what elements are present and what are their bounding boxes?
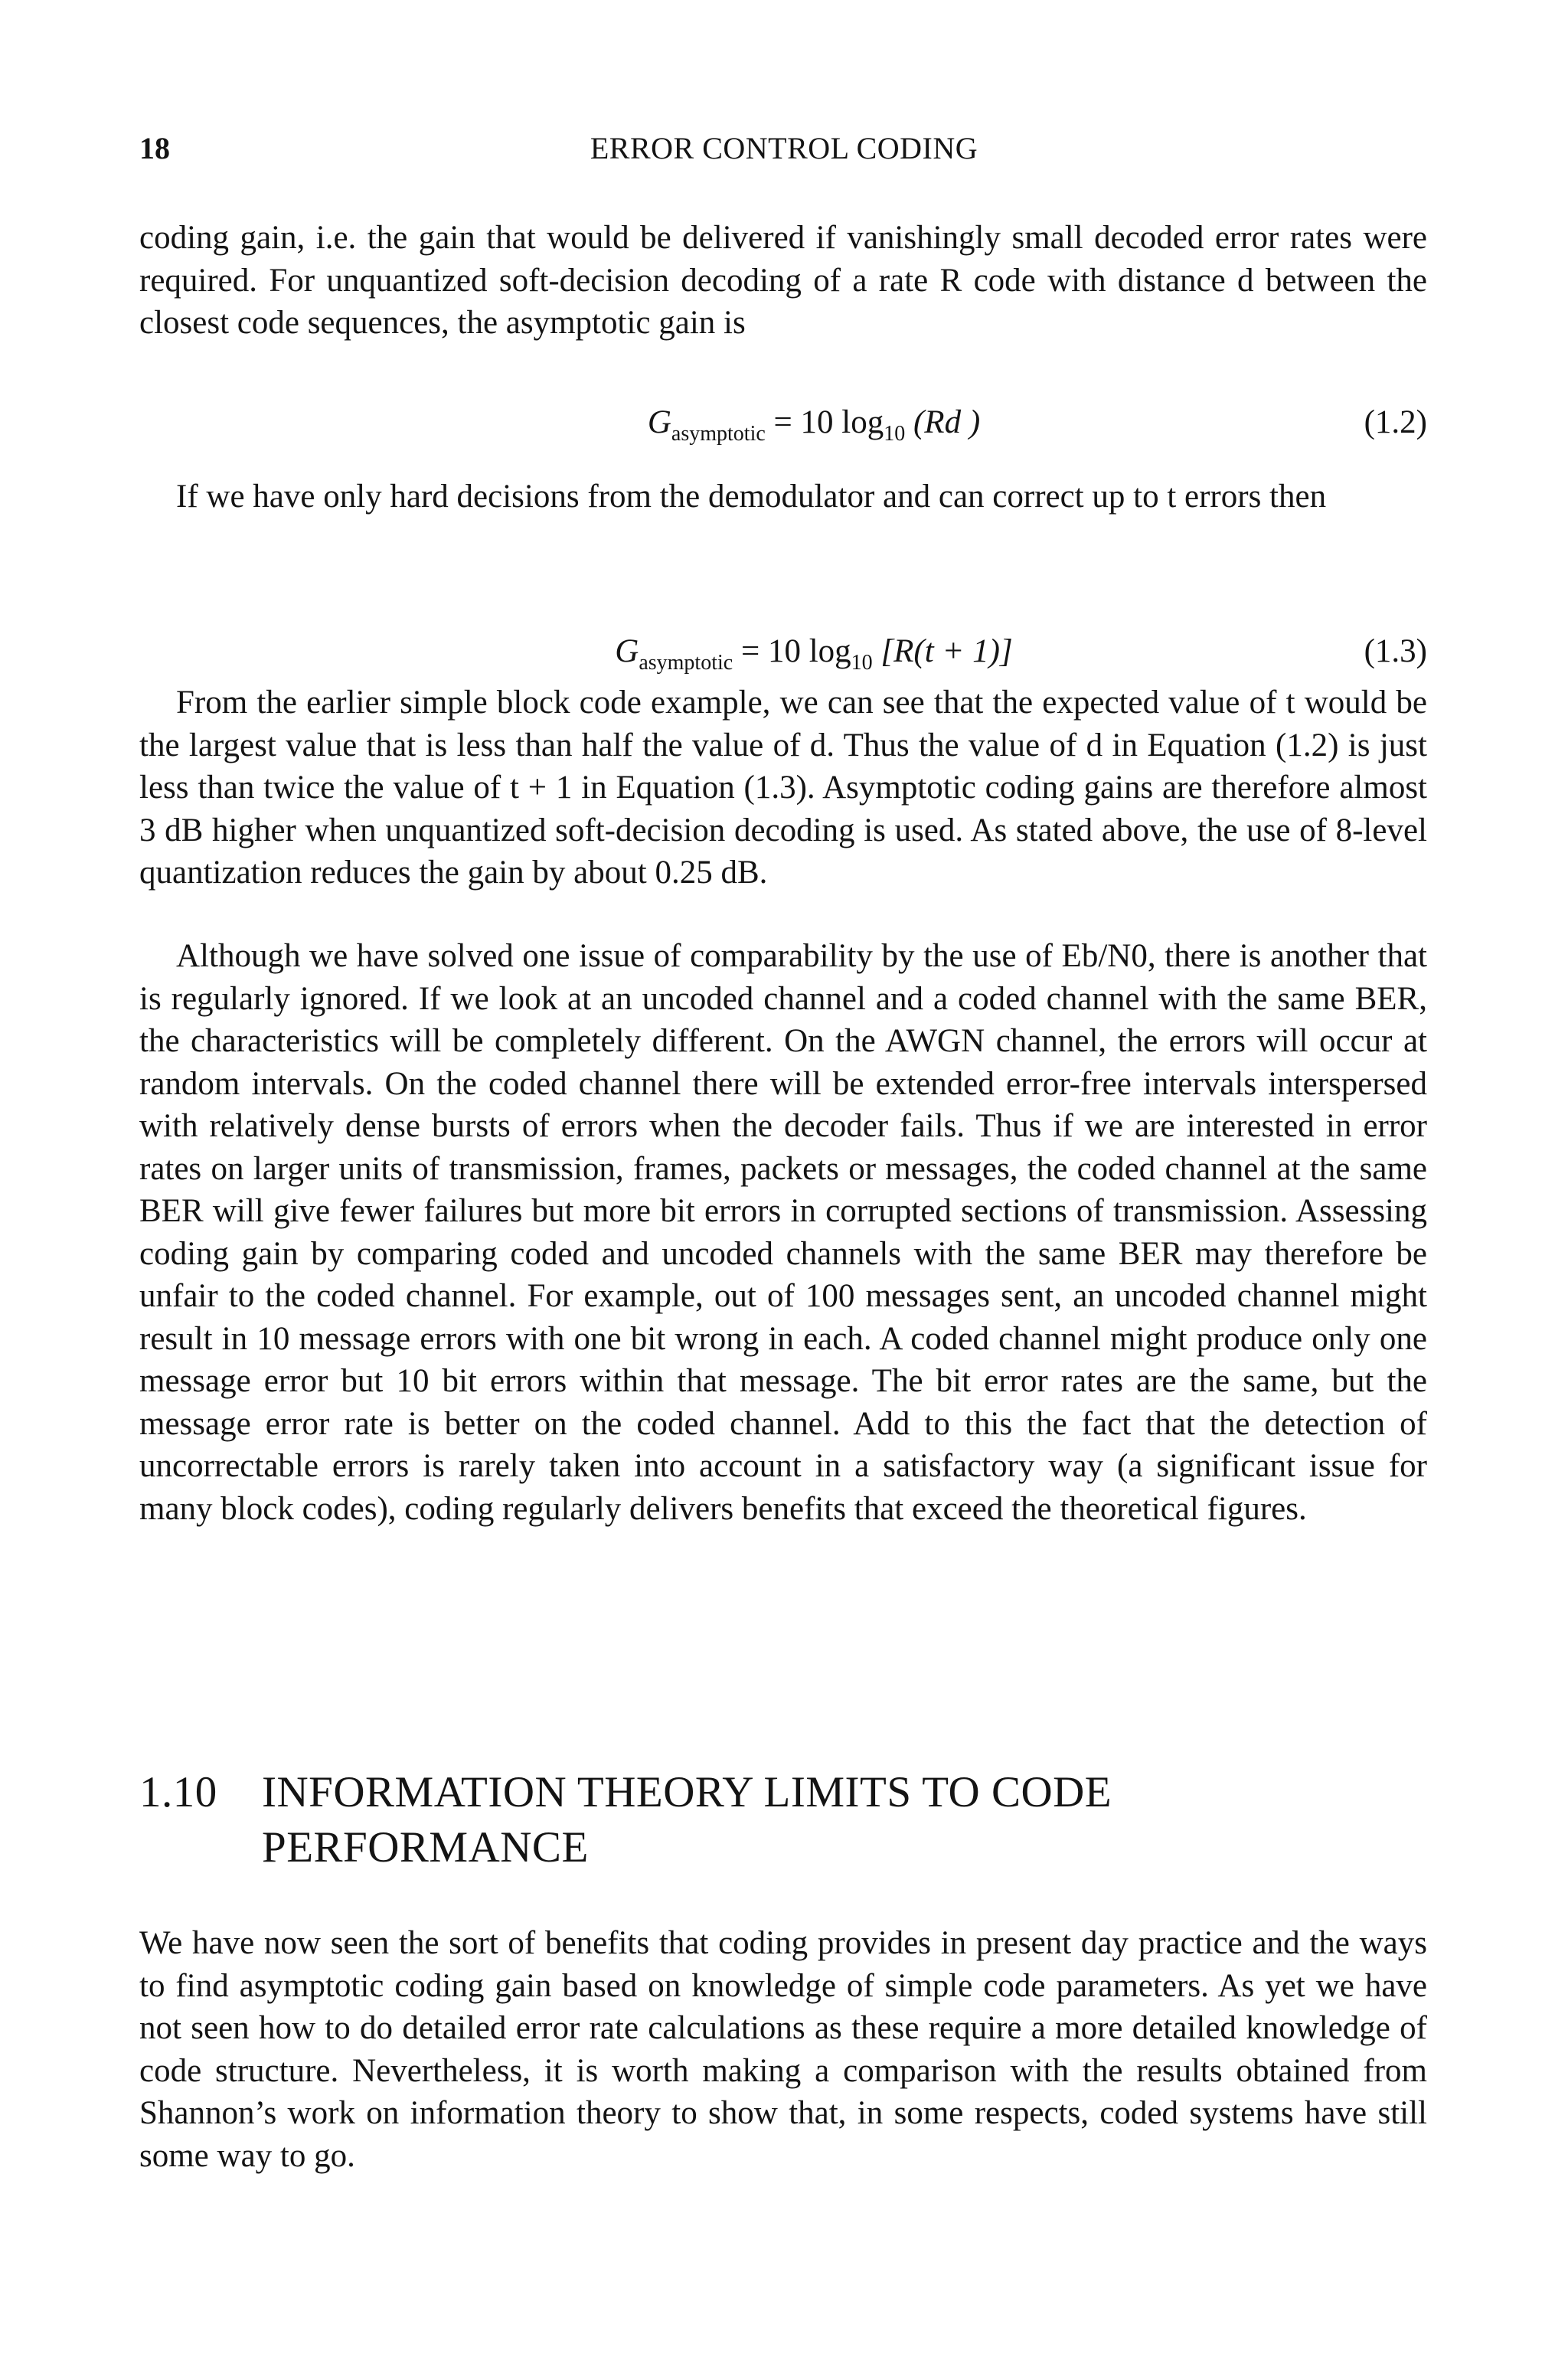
equation-1-3-body — [139, 633, 1427, 675]
paragraph-4 — [139, 935, 1427, 1530]
paragraph-1-text: coding gain, i.e. the gain that would be delivered if vanishingly small decoded error rates were required. For unquantized soft-decision decoding of a rate R code with distance d between the closest code sequences, the asymptotic gain is — [139, 220, 1427, 341]
section-number: 1.10 — [139, 1768, 217, 1816]
eq2-lhs: G — [615, 633, 639, 669]
eq1-rhs-subscript: 10 — [884, 422, 906, 446]
eq1-rhs-log: = 10 log — [773, 404, 884, 440]
equation-number: (1.2) — [1364, 404, 1427, 440]
eq1-rhs-argument: (Rd ) — [905, 404, 981, 440]
equation-number: (1.3) — [1364, 633, 1427, 669]
section-title: INFORMATION THEORY LIMITS TO CODE PERFORMANCE — [262, 1768, 1112, 1871]
paragraph-3 — [139, 682, 1427, 894]
running-head: ERROR CONTROL CODING — [590, 131, 978, 165]
eq2-rhs-argument: [R(t + 1)] — [872, 633, 1013, 669]
paragraph-5 — [139, 1922, 1427, 2177]
equation-1-2-body — [139, 404, 1427, 446]
equation-1-2 — [139, 404, 1427, 449]
eq1-lhs-subscript: asymptotic — [671, 422, 766, 446]
eq1-lhs: G — [647, 404, 671, 440]
page-header — [139, 130, 1429, 176]
paragraph-4-text: Although we have solved one issue of comparability by the use of Eb/N0, there is another that is regularly ignored. If we look at an uncoded channel and a coded channel with the same BER, the characteristics will be completely different. On the AWGN channel, the errors will occur at random intervals. On the coded channel there will be extended error-free intervals interspersed with relatively dense bursts of errors when the decoder fails. Thus if we are interested in error rates on larger units of transmission, frames, packets or messages, the coded channel at the same BER will give fewer failures but more bit errors in corrupted sections of transmission. Assessing coding gain by comparing coded and uncoded channels with the same BER may therefore be unfair to the coded channel. For example, out of 100 messages sent, an uncoded channel might result in 10 message errors with one bit wrong in each. A coded channel might produce only one message error but 10 bit errors within that message. The bit error rates are the same, but the message error rate is better on the coded channel. Add to this the fact that the detection of uncorrectable errors is rarely taken into account in a satisfactory way (a significant issue for many block codes), coding regularly delivers benefits that exceed the theoretical figures. — [139, 938, 1427, 1527]
equation-1-3 — [139, 633, 1427, 678]
paragraph-5-text: We have now seen the sort of benefits that coding provides in present day practice and the ways to find asymptotic coding gain based on knowledge of simple code parameters. As yet we have not seen how to do detailed error rate calculations as these require a more detailed knowledge of code structure. Nevertheless, it is worth making a comparison with the results obtained from Shannon’s work on information theory to show that, in some respects, coded systems have still some way to go. — [139, 1925, 1427, 2174]
eq2-rhs-log: = 10 log — [740, 633, 851, 669]
page-number: 18 — [139, 131, 170, 165]
eq2-lhs-subscript: asymptotic — [639, 651, 733, 675]
paragraph-2-text: If we have only hard decisions from the demodulator and can correct up to t errors then — [176, 479, 1327, 515]
paragraph-1 — [139, 217, 1427, 345]
paragraph-3-text: From the earlier simple block code example, we can see that the expected value of t would be the largest value that is less than half the value of d. Thus the value of d in Equation (1.2) is just less than twice the value of t + 1 in Equation (1.3). Asymptotic coding gains are therefore almost 3 dB higher when unquantized soft-decision decoding is used. As stated above, the use of 8-level quantization reduces the gain by about 0.25 dB. — [139, 685, 1427, 891]
eq2-rhs-subscript: 10 — [851, 651, 873, 675]
paragraph-2 — [139, 476, 1427, 518]
